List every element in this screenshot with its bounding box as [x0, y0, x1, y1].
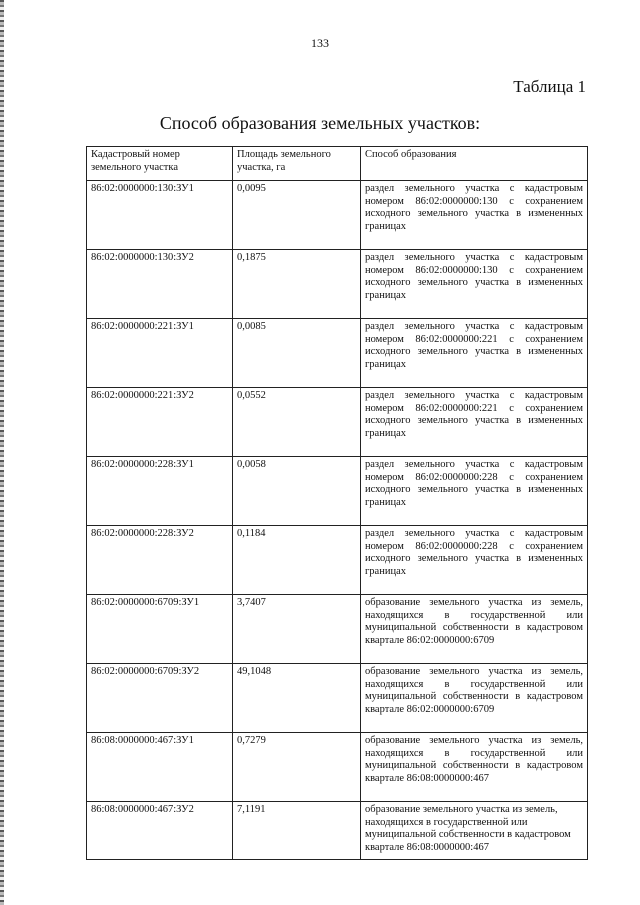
area-cell: 0,1184	[233, 526, 361, 595]
land-plots-table	[86, 146, 588, 860]
column-header-method: Способ образования	[361, 147, 588, 181]
formation-method-cell: образование земельного участка из земель, находящихся в государственной или муниципальной собственности в кадастровом квартале 86:02:0000000:6709	[361, 595, 588, 664]
cadastral-number-cell: 86:02:0000000:130:ЗУ2	[87, 250, 233, 319]
column-header-area: Площадь земельного участка, га	[233, 147, 361, 181]
document-title: Способ образования земельных участков:	[159, 113, 481, 133]
area-cell: 0,0552	[233, 388, 361, 457]
cadastral-number-cell: 86:02:0000000:6709:ЗУ2	[87, 664, 233, 733]
cadastral-number-cell: 86:02:0000000:228:ЗУ1	[87, 457, 233, 526]
table-row	[87, 457, 588, 526]
table-row	[87, 526, 588, 595]
table-row	[87, 664, 588, 733]
formation-method-cell: раздел земельного участка с кадастровым номером 86:02:0000000:130 с сохранением исходного земельного участка в измененных границах	[361, 250, 588, 319]
cadastral-number-cell: 86:02:0000000:228:ЗУ2	[87, 526, 233, 595]
area-cell: 0,1875	[233, 250, 361, 319]
table-row	[87, 388, 588, 457]
area-cell: 0,0085	[233, 319, 361, 388]
formation-method-cell: раздел земельного участка с кадастровым номером 86:02:0000000:228 с сохранением исходного земельного участка в измененных границах	[361, 457, 588, 526]
area-cell: 0,0095	[233, 181, 361, 250]
cadastral-number-cell: 86:02:0000000:6709:ЗУ1	[87, 595, 233, 664]
scan-edge	[0, 0, 4, 905]
formation-method-cell: раздел земельного участка с кадастровым номером 86:02:0000000:130 с сохранением исходного земельного участка в измененных границах	[361, 181, 588, 250]
table-caption: Таблица 1	[513, 77, 586, 96]
cadastral-number-cell: 86:02:0000000:221:ЗУ1	[87, 319, 233, 388]
area-cell: 0,0058	[233, 457, 361, 526]
cadastral-number-cell: 86:02:0000000:221:ЗУ2	[87, 388, 233, 457]
cadastral-number-cell: 86:02:0000000:130:ЗУ1	[87, 181, 233, 250]
formation-method-cell: образование земельного участка из земель, находящихся в государственной или муниципальной собственности в кадастровом квартале 86:02:0000000:6709	[361, 664, 588, 733]
table-row	[87, 181, 588, 250]
cadastral-number-cell: 86:08:0000000:467:ЗУ1	[87, 733, 233, 802]
table-row	[87, 595, 588, 664]
area-cell: 0,7279	[233, 733, 361, 802]
area-cell: 7,1191	[233, 802, 361, 860]
area-cell: 49,1048	[233, 664, 361, 733]
cadastral-number-cell: 86:08:0000000:467:ЗУ2	[87, 802, 233, 860]
formation-method-cell: образование земельного участка из земель, находящихся в государственной или муниципальной собственности в кадастровом квартале 86:08:0000000:467	[361, 802, 588, 860]
column-header-cadastral: Кадастровый номер земельного участка	[87, 147, 233, 181]
area-cell: 3,7407	[233, 595, 361, 664]
formation-method-cell: раздел земельного участка с кадастровым номером 86:02:0000000:228 с сохранением исходного земельного участка в измененных границах	[361, 526, 588, 595]
page-number: 133	[311, 36, 329, 50]
table-header-row	[87, 147, 588, 181]
table-row	[87, 319, 588, 388]
formation-method-cell: образование земельного участка из земель, находящихся в государственной или муниципальной собственности в кадастровом квартале 86:08:0000000:467	[361, 733, 588, 802]
table-row	[87, 733, 588, 802]
table-row	[87, 802, 588, 860]
formation-method-cell: раздел земельного участка с кадастровым номером 86:02:0000000:221 с сохранением исходного земельного участка в измененных границах	[361, 388, 588, 457]
table-row	[87, 250, 588, 319]
formation-method-cell: раздел земельного участка с кадастровым номером 86:02:0000000:221 с сохранением исходного земельного участка в измененных границах	[361, 319, 588, 388]
